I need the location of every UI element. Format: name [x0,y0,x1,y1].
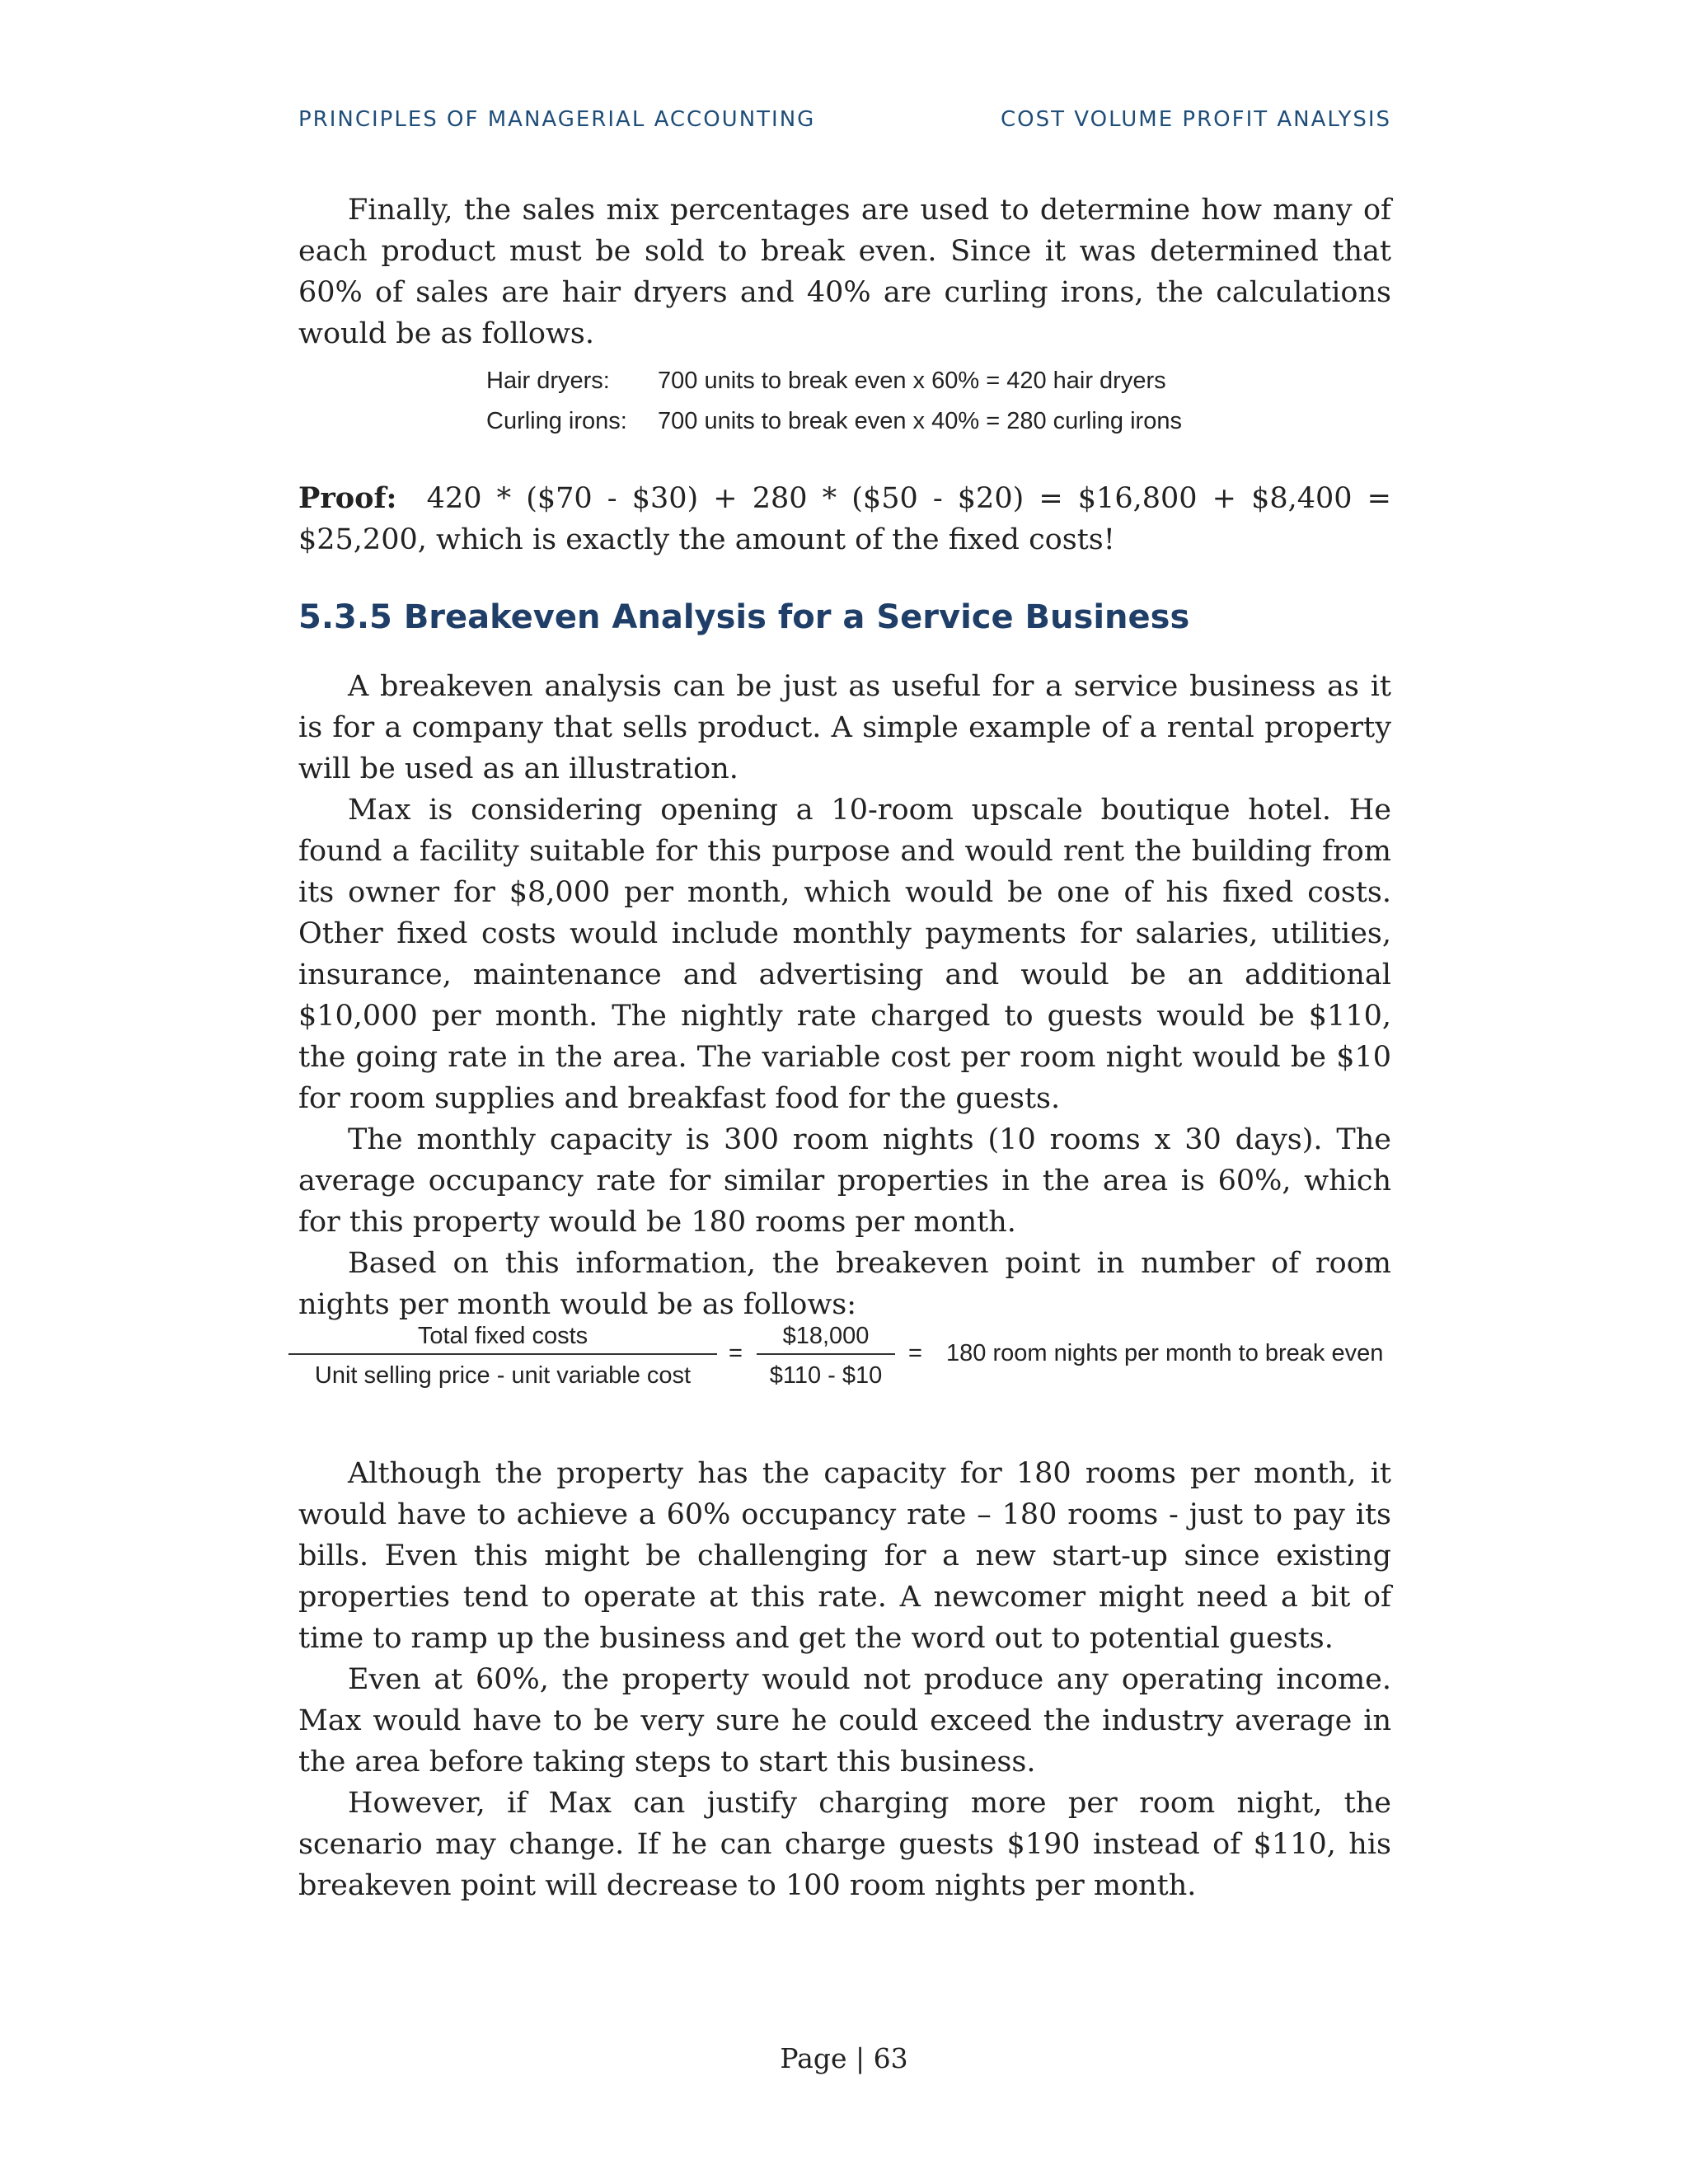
body-paragraph: Even at 60%, the property would not produce any operating income. Max would have to be very sure he could exceed the industry average in the area before taking steps to start this business. [298,1663,1391,1779]
value-fraction [757,1319,895,1393]
intro-text [298,190,1391,354]
book-title: PRINCIPLES OF MANAGERIAL ACCOUNTING [298,107,816,132]
value-numerator: $18,000 [782,1323,870,1349]
value-denominator: $110 - $10 [769,1362,883,1389]
intro-paragraph: Finally, the sales mix percentages are used to determine how many of each product must be sold to break even. Since it was determined that 60% of sales are hair dryers and 40% are curling irons, the calculations would be as follows. [298,194,1391,350]
closing-body [298,1453,1391,1906]
body-paragraph: Based on this information, the breakeven point in number of room nights per month would be as follows: [298,1247,1391,1321]
chapter-title: COST VOLUME PROFIT ANALYSIS [1001,107,1391,132]
body-paragraph: The monthly capacity is 300 room nights (10 rooms x 30 days). The average occupancy rate for similar properties in the area is 60%, which for this property would be 180 rooms per month. [298,1123,1391,1239]
proof-text: 420 * ($70 - $30) + 280 * ($50 - $20) = $16,800 + $8,400 = $25,200, which is exactly the amount of the fixed costs! [298,482,1391,556]
body-paragraph: However, if Max can justify charging more per room night, the scenario may change. If he can charge guests $190 instead of $110, his breakeven point will decrease to 100 room nights per month. [298,1787,1391,1902]
calc-expression: 700 units to break even x 60% = 420 hair dryers [658,368,1166,394]
section-body [298,666,1391,1325]
section-heading: 5.3.5 Breakeven Analysis for a Service Business [298,598,1190,636]
formula-numerator: Total fixed costs [417,1323,588,1349]
calc-label: Curling irons: [486,408,627,434]
calc-expression: 700 units to break even x 40% = 280 curling irons [658,408,1182,434]
formula-result: 180 room nights per month to break even [946,1340,1384,1366]
calc-label: Hair dryers: [486,368,610,394]
proof-paragraph [298,478,1391,560]
equals-sign: = [729,1340,743,1366]
equals-sign: = [908,1340,922,1366]
proof-label: Proof: [298,481,397,515]
running-header [298,107,1391,132]
page-number: Page | 63 [780,2042,908,2074]
calc-row-curling-irons [486,401,1182,442]
calc-row-hair-dryers [486,361,1182,401]
sales-mix-calculation [486,361,1182,442]
formula-denominator: Unit selling price - unit variable cost [314,1362,692,1389]
breakeven-formula [0,1319,1688,1409]
formula-fraction [288,1319,717,1393]
body-paragraph: Max is considering opening a 10-room upscale boutique hotel. He found a facility suitable for this purpose and would rent the building from its owner for $8,000 per month, which would be one of his fixed costs. Other fixed costs would include monthly payments for salaries, utilities, insurance, maintenance and advertising and would be an additional $10,000 per month. The nightly rate charged to guests would be $110, the going rate in the area. The variable cost per room night would be $10 for room supplies and breakfast food for the guests. [298,794,1391,1115]
body-paragraph: A breakeven analysis can be just as useful for a service business as it is for a company that sells product. A simple example of a rental property will be used as an illustration. [298,670,1391,785]
body-paragraph: Although the property has the capacity for 180 rooms per month, it would have to achieve a 60% occupancy rate – 180 rooms - just to pay its bills. Even this might be challenging for a new start-up since existing properties tend to operate at this rate. A newcomer might need a bit of time to ramp up the business and get the word out to potential guests. [298,1457,1391,1655]
